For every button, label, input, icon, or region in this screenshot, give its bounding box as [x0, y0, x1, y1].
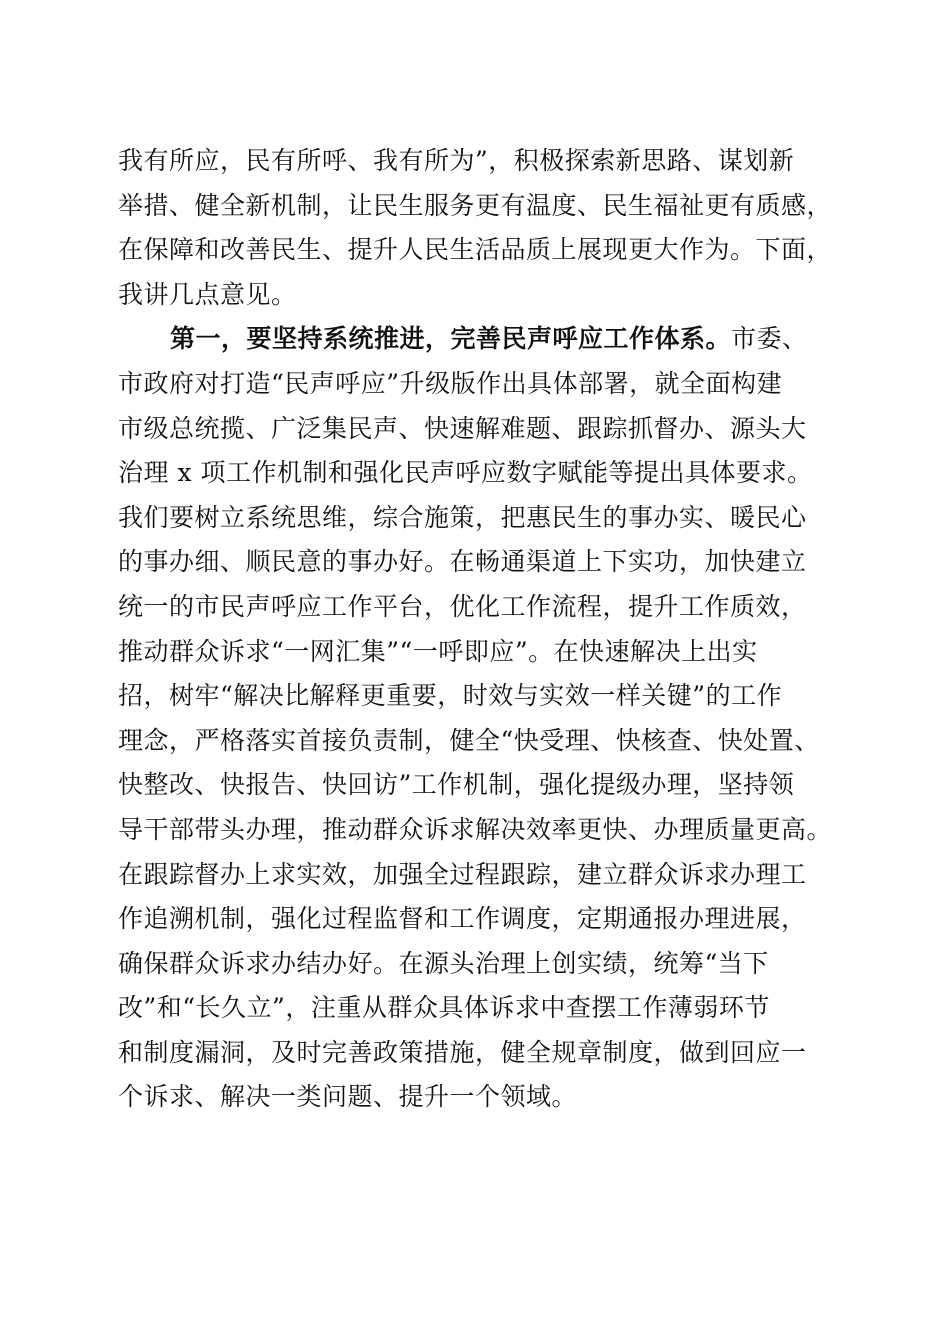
text-line: 市级总统揽、广泛集民声、快速解难题、跟踪抓督办、源头大 — [118, 413, 807, 443]
text-line: 改”和“长久立”，注重从群众具体诉求中查摆工作薄弱环节 — [118, 993, 770, 1023]
text-line: 推动群众诉求“一网汇集”“一呼即应”。在快速解决上出实 — [118, 636, 758, 666]
text-line: 作追溯机制，强化过程监督和工作调度，定期通报办理进展， — [118, 904, 807, 934]
text-line: 治理 x 项工作机制和强化民声呼应数字赋能等提出具体要求。 — [118, 458, 813, 488]
text-line: 举措、健全新机制，让民生服务更有温度、民生福祉更有质感， — [118, 190, 833, 220]
text-line: 在保障和改善民生、提升人民生活品质上展现更大作为。下面， — [118, 235, 833, 265]
text-line: 个诉求、解决一类问题、提升一个领域。 — [118, 1082, 578, 1112]
section-heading-line — [118, 317, 838, 362]
text-fragment: 市委、 — [731, 324, 808, 354]
text-line: 快整改、快报告、快回访”工作机制，强化提级办理，坚持领 — [118, 770, 795, 800]
text-line: 确保群众诉求办结办好。在源头治理上创实绩，统筹“当下 — [118, 948, 769, 978]
text-line: 招，树牢“解决比解释更重要，时效与实效一样关键”的工作 — [118, 681, 783, 711]
text-line: 市政府对打造“民声呼应”升级版作出具体部署，就全面构建 — [118, 368, 783, 398]
text-line: 我有所应，民有所呼、我有所为”，积极探索新思路、谋划新 — [118, 146, 795, 175]
text-line: 导干部带头办理，推动群众诉求解决效率更快、办理质量更高。 — [118, 814, 833, 844]
body-text — [118, 139, 838, 1120]
text-line: 在跟踪督办上求实效，加强全过程跟踪，建立群众诉求办理工 — [118, 859, 807, 889]
text-line: 理念，严格落实首接负责制，健全“快受理、快核查、快处置、 — [118, 725, 820, 755]
text-line: 的事办细、顺民意的事办好。在畅通渠道上下实功，加快建立 — [118, 547, 807, 577]
text-line: 我们要树立系统思维，综合施策，把惠民生的事办实、暖民心 — [118, 502, 807, 532]
section-heading: 第一，要坚持系统推进，完善民声呼应工作体系。 — [170, 324, 732, 354]
text-line: 我讲几点意见。 — [118, 279, 297, 309]
text-line: 统一的市民声呼应工作平台，优化工作流程，提升工作质效， — [118, 591, 807, 621]
text-line: 和制度漏洞，及时完善政策措施，健全规章制度，做到回应一 — [118, 1037, 807, 1067]
